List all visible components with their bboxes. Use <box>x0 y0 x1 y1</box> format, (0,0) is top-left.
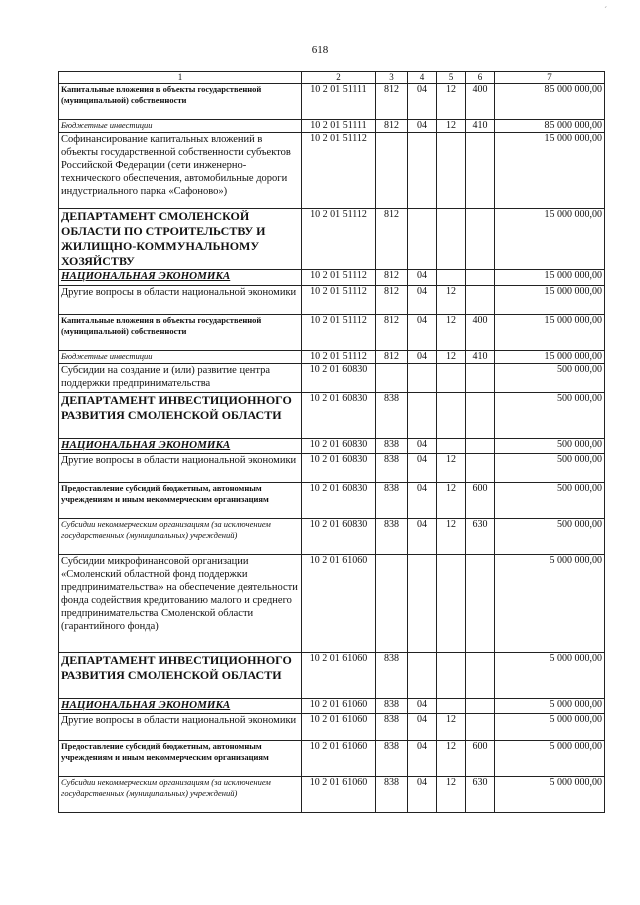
row-name: НАЦИОНАЛЬНАЯ ЭКОНОМИКА <box>59 699 302 714</box>
row-col-6 <box>466 133 495 209</box>
table-body <box>59 72 605 813</box>
row-col-4 <box>408 133 437 209</box>
row-amount: 5 000 000,00 <box>495 777 605 813</box>
row-col-4 <box>408 364 437 393</box>
row-code: 10 2 01 61060 <box>302 555 376 653</box>
row-col-4: 04 <box>408 315 437 351</box>
row-col-5: 12 <box>437 519 466 555</box>
table-row <box>59 315 605 351</box>
row-name: Софинансирование капитальных вложений в объекты государственной собственности субъектов Российской Федерации (сети инженерно-технического обеспечения, автомобильные дороги индустриального парка «Сафоново») <box>59 133 302 209</box>
row-col-3: 838 <box>376 741 408 777</box>
row-name: Предоставление субсидий бюджетным, автономным учреждениям и иным некоммерческим организациям <box>59 483 302 519</box>
row-col-6: 400 <box>466 84 495 120</box>
row-col-3: 838 <box>376 483 408 519</box>
row-code: 10 2 01 51111 <box>302 84 376 120</box>
header-col-3: 3 <box>376 72 408 84</box>
row-col-4: 04 <box>408 777 437 813</box>
row-col-4: 04 <box>408 741 437 777</box>
header-col-5: 5 <box>437 72 466 84</box>
row-name: Субсидии на создание и (или) развитие центра поддержки предпринимательства <box>59 364 302 393</box>
row-col-3: 812 <box>376 351 408 364</box>
row-code: 10 2 01 51112 <box>302 133 376 209</box>
row-col-5 <box>437 209 466 270</box>
row-code: 10 2 01 61060 <box>302 777 376 813</box>
row-col-4: 04 <box>408 483 437 519</box>
row-amount: 15 000 000,00 <box>495 286 605 315</box>
row-col-6 <box>466 364 495 393</box>
row-col-6: 410 <box>466 120 495 133</box>
row-amount: 5 000 000,00 <box>495 653 605 699</box>
row-code: 10 2 01 51112 <box>302 315 376 351</box>
table-row <box>59 351 605 364</box>
row-name: Другие вопросы в области национальной экономики <box>59 286 302 315</box>
row-col-4: 04 <box>408 286 437 315</box>
row-name: Капитальные вложения в объекты государственной (муниципальной) собственности <box>59 84 302 120</box>
row-name: Субсидии микрофинансовой организации «Смоленский областной фонд поддержки предпринимательства» на обеспечение деятельности фонда содействия кредитованию малого и среднего предпринимательства Смоленской области (гарантийного фонда) <box>59 555 302 653</box>
row-col-3: 812 <box>376 315 408 351</box>
row-col-5 <box>437 555 466 653</box>
page-number: 618 <box>311 44 329 56</box>
row-code: 10 2 01 51111 <box>302 120 376 133</box>
row-code: 10 2 01 60830 <box>302 519 376 555</box>
row-col-6 <box>466 209 495 270</box>
row-code: 10 2 01 60830 <box>302 364 376 393</box>
header-col-2: 2 <box>302 72 376 84</box>
row-col-3: 838 <box>376 653 408 699</box>
row-col-3: 812 <box>376 270 408 286</box>
row-amount: 15 000 000,00 <box>495 315 605 351</box>
row-col-6 <box>466 555 495 653</box>
header-col-6: 6 <box>466 72 495 84</box>
row-name: ДЕПАРТАМЕНТ СМОЛЕНСКОЙ ОБЛАСТИ ПО СТРОИТЕЛЬСТВУ И ЖИЛИЩНО-КОММУНАЛЬНОМУ ХОЗЯЙСТВУ <box>59 209 302 270</box>
table-row <box>59 483 605 519</box>
row-col-3 <box>376 364 408 393</box>
row-col-3: 838 <box>376 777 408 813</box>
row-col-3 <box>376 133 408 209</box>
row-col-3: 812 <box>376 209 408 270</box>
row-code: 10 2 01 51112 <box>302 270 376 286</box>
table-row <box>59 714 605 741</box>
table-row <box>59 519 605 555</box>
row-amount: 5 000 000,00 <box>495 741 605 777</box>
row-col-5 <box>437 653 466 699</box>
table-row <box>59 555 605 653</box>
row-amount: 5 000 000,00 <box>495 699 605 714</box>
row-col-5: 12 <box>437 286 466 315</box>
row-amount: 15 000 000,00 <box>495 209 605 270</box>
row-col-5 <box>437 393 466 439</box>
row-code: 10 2 01 61060 <box>302 741 376 777</box>
table-row <box>59 364 605 393</box>
row-amount: 500 000,00 <box>495 519 605 555</box>
row-amount: 5 000 000,00 <box>495 555 605 653</box>
row-amount: 15 000 000,00 <box>495 133 605 209</box>
row-name: Бюджетные инвестиции <box>59 120 302 133</box>
row-amount: 15 000 000,00 <box>495 351 605 364</box>
row-code: 10 2 01 61060 <box>302 699 376 714</box>
row-col-4 <box>408 555 437 653</box>
table-row <box>59 741 605 777</box>
row-col-4: 04 <box>408 270 437 286</box>
row-name: ДЕПАРТАМЕНТ ИНВЕСТИЦИОННОГО РАЗВИТИЯ СМОЛЕНСКОЙ ОБЛАСТИ <box>59 653 302 699</box>
row-col-3: 838 <box>376 714 408 741</box>
row-amount: 15 000 000,00 <box>495 270 605 286</box>
row-name: Другие вопросы в области национальной экономики <box>59 454 302 483</box>
table-row <box>59 270 605 286</box>
row-col-5: 12 <box>437 84 466 120</box>
row-name: Другие вопросы в области национальной экономики <box>59 714 302 741</box>
row-col-5 <box>437 270 466 286</box>
row-name: Капитальные вложения в объекты государственной (муниципальной) собственности <box>59 315 302 351</box>
row-col-4: 04 <box>408 519 437 555</box>
table-row <box>59 286 605 315</box>
row-col-3: 838 <box>376 519 408 555</box>
row-code: 10 2 01 60830 <box>302 393 376 439</box>
row-amount: 5 000 000,00 <box>495 714 605 741</box>
header-col-4: 4 <box>408 72 437 84</box>
row-code: 10 2 01 51112 <box>302 351 376 364</box>
header-col-1: 1 <box>59 72 302 84</box>
row-col-5: 12 <box>437 741 466 777</box>
row-col-6 <box>466 653 495 699</box>
row-col-3: 838 <box>376 454 408 483</box>
row-col-6: 600 <box>466 483 495 519</box>
table-row <box>59 84 605 120</box>
row-code: 10 2 01 61060 <box>302 714 376 741</box>
row-amount: 500 000,00 <box>495 393 605 439</box>
row-col-3: 812 <box>376 286 408 315</box>
table-row <box>59 439 605 454</box>
row-amount: 85 000 000,00 <box>495 120 605 133</box>
row-code: 10 2 01 51112 <box>302 286 376 315</box>
row-col-6: 600 <box>466 741 495 777</box>
row-col-4: 04 <box>408 714 437 741</box>
row-col-5: 12 <box>437 454 466 483</box>
row-name: Предоставление субсидий бюджетным, автономным учреждениям и иным некоммерческим организациям <box>59 741 302 777</box>
table-row <box>59 393 605 439</box>
row-col-3: 812 <box>376 84 408 120</box>
row-col-5 <box>437 133 466 209</box>
row-code: 10 2 01 60830 <box>302 439 376 454</box>
row-amount: 500 000,00 <box>495 483 605 519</box>
row-amount: 500 000,00 <box>495 364 605 393</box>
row-name: Субсидии некоммерческим организациям (за исключением государственных (муниципальных) учреждений) <box>59 777 302 813</box>
table-row <box>59 120 605 133</box>
row-code: 10 2 01 51112 <box>302 209 376 270</box>
row-name: Субсидии некоммерческим организациям (за исключением государственных (муниципальных) учреждений) <box>59 519 302 555</box>
row-col-5: 12 <box>437 483 466 519</box>
row-col-4: 04 <box>408 439 437 454</box>
row-name: НАЦИОНАЛЬНАЯ ЭКОНОМИКА <box>59 270 302 286</box>
row-col-5: 12 <box>437 351 466 364</box>
row-amount: 500 000,00 <box>495 439 605 454</box>
table-row <box>59 653 605 699</box>
header-row <box>59 72 605 84</box>
row-col-6: 630 <box>466 777 495 813</box>
row-col-6 <box>466 439 495 454</box>
row-col-4 <box>408 653 437 699</box>
scan-mark: ´ <box>604 6 608 17</box>
row-col-6 <box>466 714 495 741</box>
row-col-4: 04 <box>408 351 437 364</box>
row-amount: 500 000,00 <box>495 454 605 483</box>
row-name: ДЕПАРТАМЕНТ ИНВЕСТИЦИОННОГО РАЗВИТИЯ СМОЛЕНСКОЙ ОБЛАСТИ <box>59 393 302 439</box>
row-col-5: 12 <box>437 315 466 351</box>
row-col-4 <box>408 393 437 439</box>
row-col-4: 04 <box>408 120 437 133</box>
row-col-6 <box>466 699 495 714</box>
row-col-5 <box>437 439 466 454</box>
row-col-3: 838 <box>376 699 408 714</box>
row-col-3: 838 <box>376 439 408 454</box>
row-name: НАЦИОНАЛЬНАЯ ЭКОНОМИКА <box>59 439 302 454</box>
row-col-4 <box>408 209 437 270</box>
row-col-6 <box>466 393 495 439</box>
row-col-5: 12 <box>437 714 466 741</box>
row-col-5: 12 <box>437 777 466 813</box>
row-col-4: 04 <box>408 699 437 714</box>
row-col-5: 12 <box>437 120 466 133</box>
row-code: 10 2 01 60830 <box>302 483 376 519</box>
header-col-7: 7 <box>495 72 605 84</box>
row-code: 10 2 01 61060 <box>302 653 376 699</box>
row-col-4: 04 <box>408 454 437 483</box>
budget-table <box>58 71 605 813</box>
row-col-6: 400 <box>466 315 495 351</box>
row-col-4: 04 <box>408 84 437 120</box>
row-col-3 <box>376 555 408 653</box>
row-col-5 <box>437 364 466 393</box>
table-row <box>59 454 605 483</box>
row-col-3: 838 <box>376 393 408 439</box>
table-row <box>59 209 605 270</box>
row-col-6 <box>466 270 495 286</box>
row-name: Бюджетные инвестиции <box>59 351 302 364</box>
row-col-6: 410 <box>466 351 495 364</box>
row-col-6 <box>466 286 495 315</box>
row-col-6: 630 <box>466 519 495 555</box>
row-col-6 <box>466 454 495 483</box>
table-row <box>59 777 605 813</box>
row-code: 10 2 01 60830 <box>302 454 376 483</box>
row-amount: 85 000 000,00 <box>495 84 605 120</box>
row-col-5 <box>437 699 466 714</box>
table-row <box>59 699 605 714</box>
row-col-3: 812 <box>376 120 408 133</box>
table-row <box>59 133 605 209</box>
